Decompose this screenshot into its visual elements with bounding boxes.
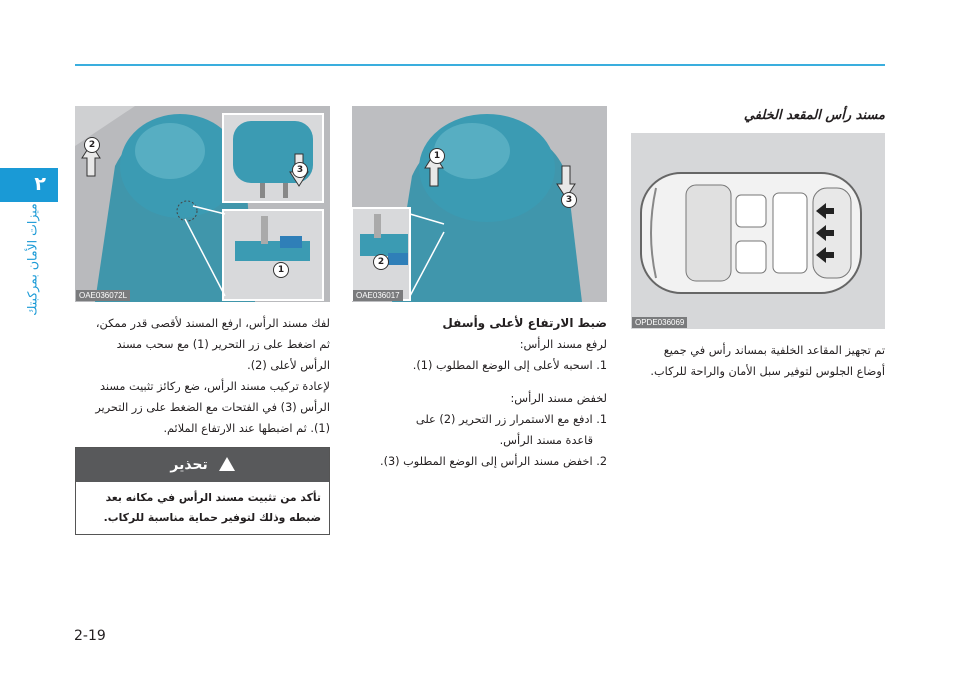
remove-line-1: لفك مسند الرأس، ارفع المسند لأقصى قدر ممكن، <box>95 317 330 330</box>
callout-1: 1 <box>429 148 445 164</box>
remove-line-5: الرأس (3) في الفتحات مع الضغط على زر التحرير <box>95 401 330 414</box>
remove-section <box>75 313 330 439</box>
remove-line-2: ثم اضغط على زر التحرير (1) مع سحب مسند <box>116 338 330 351</box>
chapter-tab[interactable] <box>0 168 58 202</box>
intro-line-2: أوضاع الجلوس لتوفير سبل الأمان والراحة للركاب. <box>650 365 885 378</box>
warning-header <box>76 448 329 482</box>
chapter-number: ٢ <box>34 173 46 195</box>
warning-body <box>76 482 329 528</box>
callout-2: 2 <box>84 137 100 153</box>
chapter-label-wrap <box>22 203 42 318</box>
figure-headrest-height <box>352 106 607 302</box>
warning-icon <box>219 457 235 471</box>
warning-line-1: تأكد من تثبيت مسند الرأس في مكانه بعد <box>105 491 321 504</box>
raise-label: لرفع مسند الرأس: <box>519 338 607 351</box>
chapter-label: ميزات الأمان بمركبتك <box>24 203 40 316</box>
header-rule <box>75 64 885 66</box>
warning-box <box>75 447 330 535</box>
raise-step-1: 1. اسحبه لأعلى إلى الوضع المطلوب (1). <box>412 359 607 372</box>
lower-step-1a: 1. ادفع مع الاستمرار زر التحرير (2) على <box>415 413 607 426</box>
callout-3: 3 <box>292 162 308 178</box>
warning-line-2: ضبطه وذلك لتوفير حماية مناسبة للركاب. <box>103 511 321 524</box>
remove-line-6: (1). ثم اضبطها عند الارتفاع الملائم. <box>163 422 330 435</box>
vehicle-top-view-illustration <box>631 133 885 329</box>
adjust-section <box>353 313 607 472</box>
intro-line-1: تم تجهيز المقاعد الخلفية بمساند رأس في جميع <box>663 344 885 357</box>
section-title: مسند رأس المقعد الخلفي <box>743 108 885 123</box>
adjust-title: ضبط الارتفاع لأعلى وأسفل <box>442 316 607 330</box>
figure-vehicle-top-view <box>631 133 885 329</box>
figure-headrest-removal <box>75 106 330 302</box>
remove-line-4: لإعادة تركيب مسند الرأس، ضع ركائز تثبيت مسند <box>99 380 330 393</box>
page-number: 2-19 <box>74 628 106 644</box>
remove-line-3: الرأس لأعلى (2). <box>247 359 330 372</box>
intro-paragraph <box>631 340 885 382</box>
callout-1: 1 <box>273 262 289 278</box>
callout-3: 3 <box>561 192 577 208</box>
figure-code: OAE036072L <box>76 290 130 301</box>
figure-code: OAE036017 <box>353 290 403 301</box>
headrest-removal-illustration <box>75 106 330 302</box>
lower-label: لخفض مسند الرأس: <box>510 392 607 405</box>
figure-code: OPDE036069 <box>632 317 687 328</box>
lower-step-2: 2. اخفض مسند الرأس إلى الوضع المطلوب (3). <box>379 455 607 468</box>
callout-2: 2 <box>373 254 389 270</box>
lower-step-1b: قاعدة مسند الرأس. <box>499 434 593 447</box>
warning-title: تحذير <box>170 457 208 473</box>
